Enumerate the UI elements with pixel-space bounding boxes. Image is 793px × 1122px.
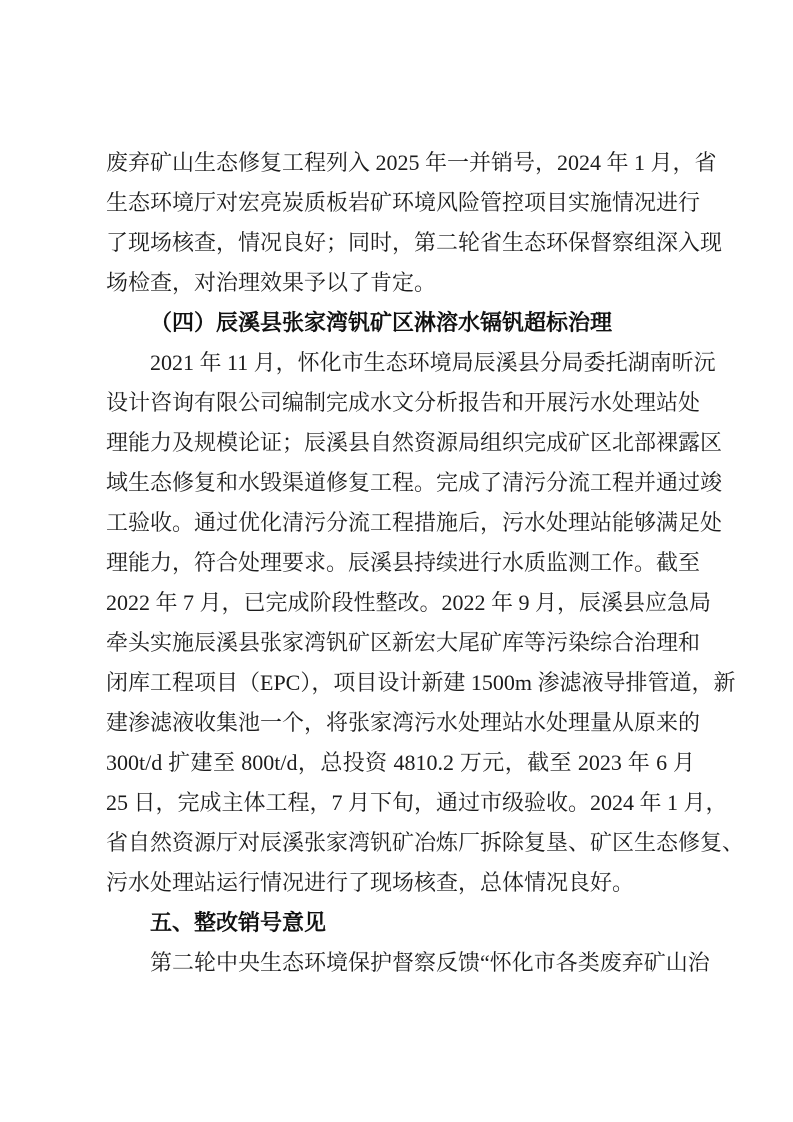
text-line: 牵头实施辰溪县张家湾钒矿区新宏大尾矿库等污染综合治理和 [106, 630, 701, 655]
text-line: 域生态修复和水毁渠道修复工程。完成了清污分流工程并通过竣 [106, 470, 723, 495]
text-line: 300t/d 扩建至 800t/d，总投资 4810.2 万元，截至 2023 年 6 月 [106, 750, 695, 775]
text-line: 设计咨询有限公司编制完成水文分析报告和开展污水处理站处 [106, 390, 701, 415]
text-line: 省自然资源厅对辰溪张家湾钒矿冶炼厂拆除复垦、矿区生态修复、 [106, 830, 745, 855]
text-line: 污水处理站运行情况进行了现场核查，总体情况良好。 [106, 870, 635, 895]
text-line: 25 日，完成主体工程，7 月下旬，通过市级验收。2024 年 1 月， [106, 790, 728, 815]
paragraph [106, 943, 710, 983]
text-line: 工验收。通过优化清污分流工程措施后，污水处理站能够满足处 [106, 510, 723, 535]
text-line: 废弃矿山生态修复工程列入 2025 年一并销号，2024 年 1 月，省 [106, 150, 717, 175]
text-line: 生态环境厅对宏亮炭质板岩矿环境风险管控项目实施情况进行 [106, 190, 701, 215]
text-line: 了现场核查，情况良好；同时，第二轮省生态环保督察组深入现 [106, 230, 723, 255]
paragraph [106, 143, 723, 303]
paragraph [106, 343, 745, 903]
section-heading-level1: 五、整改销号意见 [150, 910, 327, 935]
text-line: 闭库工程项目（EPC），项目设计新建 1500m 渗滤液导排管道，新 [106, 670, 736, 695]
section-heading-level2: （四）辰溪县张家湾钒矿区淋溶水镉钒超标治理 [150, 310, 613, 335]
text-line: 第二轮中央生态环境保护督察反馈“怀化市各类废弃矿山治 [150, 950, 710, 975]
document-content [106, 143, 745, 983]
text-line: 理能力，符合处理要求。辰溪县持续进行水质监测工作。截至 [106, 550, 701, 575]
text-line: 2021 年 11 月，怀化市生态环境局辰溪县分局委托湖南昕沅 [150, 350, 716, 375]
text-line: 建渗滤液收集池一个，将张家湾污水处理站水处理量从原来的 [106, 710, 701, 735]
text-line: 场检查，对治理效果予以了肯定。 [106, 270, 437, 295]
text-line: 理能力及规模论证；辰溪县自然资源局组织完成矿区北部裸露区 [106, 430, 723, 455]
text-line: 2022 年 7 月，已完成阶段性整改。2022 年 9 月，辰溪县应急局 [106, 590, 712, 615]
